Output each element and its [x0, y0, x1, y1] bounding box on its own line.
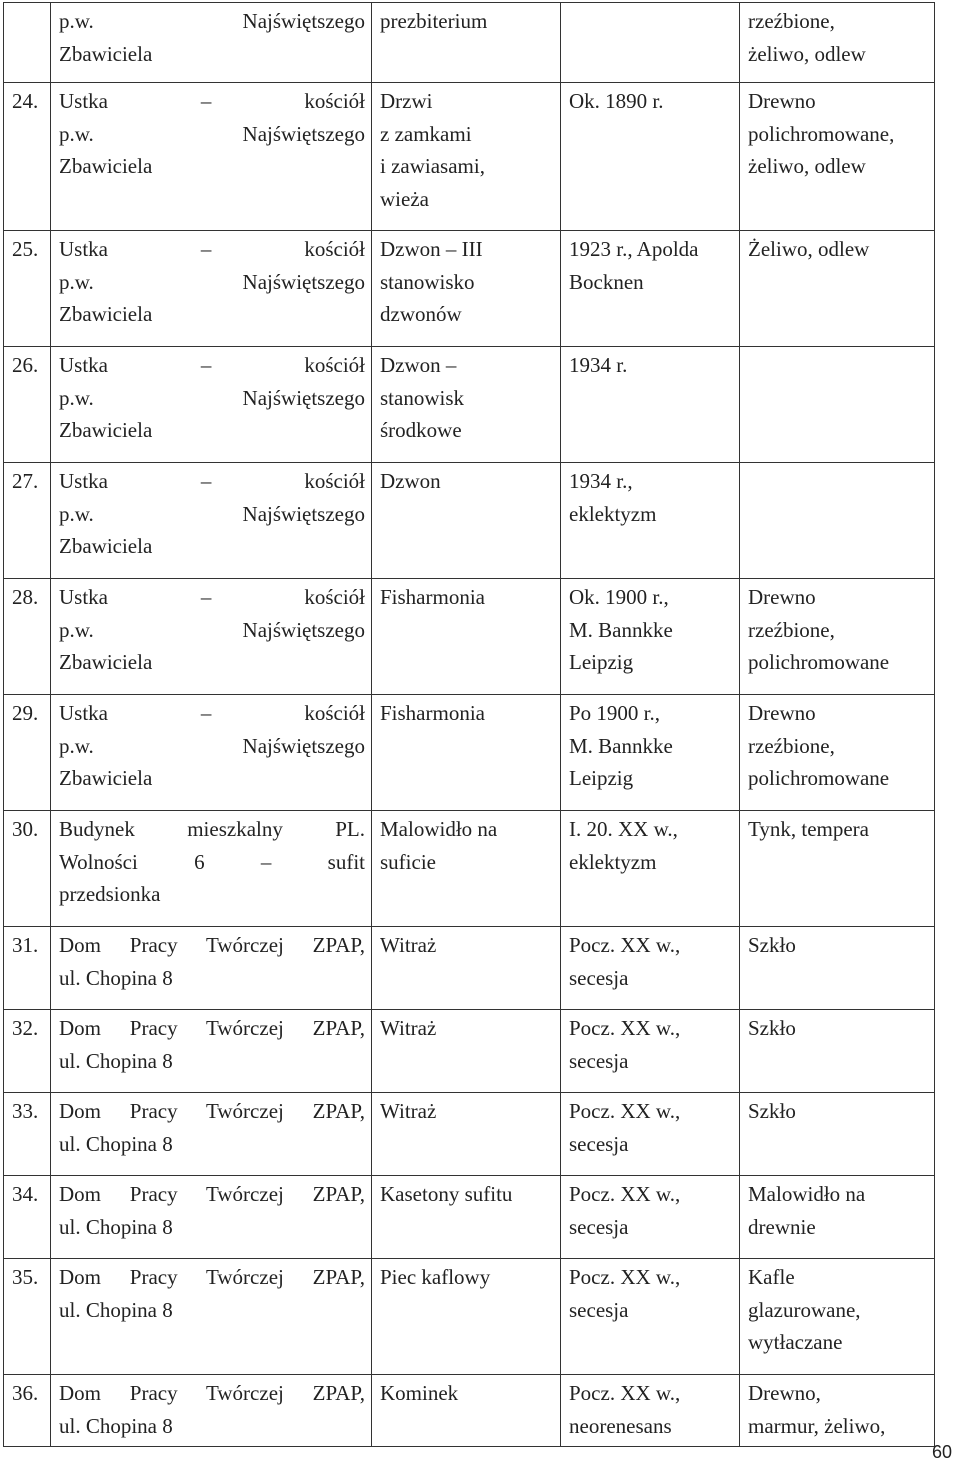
- cell-line: Szkło: [748, 1099, 796, 1123]
- cell-line: 27.: [12, 469, 39, 493]
- cell-line: wieża: [380, 186, 429, 211]
- cell-line: glazurowane,: [748, 1297, 861, 1322]
- cell-line: Pocz. XX w.,: [569, 933, 681, 957]
- cell-line: Malowidło na: [380, 817, 498, 841]
- cell-line: Fisharmonia: [380, 701, 485, 725]
- cell-line: ul. Chopina 8: [59, 1048, 173, 1073]
- cell-line: Pocz. XX w.,: [569, 1265, 681, 1289]
- cell-line: prezbiterium: [380, 9, 488, 33]
- cell-line: Żeliwo, odlew: [748, 237, 870, 261]
- location-cell: [51, 463, 372, 579]
- cell-line: Dzwon –: [380, 353, 457, 377]
- material-cell: [740, 927, 935, 1010]
- row-number-cell: [4, 231, 51, 347]
- row-number-cell: [4, 347, 51, 463]
- location-cell: [51, 1010, 372, 1093]
- table-row: [4, 811, 935, 927]
- cell-line: Dzwon: [380, 469, 441, 493]
- cell-line: Dom Pracy Twórczej ZPAP,: [59, 933, 365, 957]
- row-number-cell: [4, 3, 51, 83]
- cell-line: ul. Chopina 8: [59, 965, 173, 990]
- material-cell: [740, 579, 935, 695]
- cell-line: Po 1900 r.,: [569, 701, 661, 725]
- object-cell: [372, 3, 561, 83]
- cell-line: Tynk, tempera: [748, 817, 869, 841]
- location-cell: [51, 3, 372, 83]
- cell-line: z zamkami: [380, 121, 472, 146]
- row-number-cell: [4, 83, 51, 231]
- location-cell: [51, 579, 372, 695]
- cell-line: eklektyzm: [569, 849, 657, 874]
- cell-line: stanowisko: [380, 269, 475, 294]
- table-row: [4, 579, 935, 695]
- cell-line: ul. Chopina 8: [59, 1131, 173, 1156]
- table-row: [4, 1375, 935, 1447]
- cell-line: Pocz. XX w.,: [569, 1099, 681, 1123]
- cell-line: Ustka – kościół: [59, 353, 365, 377]
- material-cell: [740, 347, 935, 463]
- row-number-cell: [4, 811, 51, 927]
- location-cell: [51, 1176, 372, 1259]
- cell-line: 1923 r., Apolda: [569, 237, 699, 261]
- cell-line: Szkło: [748, 933, 796, 957]
- object-cell: [372, 1259, 561, 1375]
- cell-line: Kafle: [748, 1265, 795, 1289]
- cell-line: I. 20. XX w.,: [569, 817, 678, 841]
- cell-line: p.w. Najświętszego: [59, 121, 365, 146]
- cell-line: Bocknen: [569, 269, 644, 294]
- cell-line: Wolności 6 – sufit: [59, 849, 365, 874]
- cell-line: Ok. 1890 r.: [569, 89, 664, 113]
- cell-line: Drewno: [748, 89, 816, 113]
- cell-line: przedsionka: [59, 882, 161, 906]
- cell-line: 32.: [12, 1016, 39, 1040]
- table-row: [4, 1093, 935, 1176]
- cell-line: p.w. Najświętszego: [59, 385, 365, 410]
- cell-line: 1934 r.: [569, 353, 628, 377]
- dating-cell: [561, 927, 740, 1010]
- dating-cell: [561, 1093, 740, 1176]
- location-cell: [51, 811, 372, 927]
- cell-line: Drzwi: [380, 89, 433, 113]
- row-number-cell: [4, 1010, 51, 1093]
- dating-cell: [561, 83, 740, 231]
- cell-line: Zbawiciela: [59, 418, 153, 442]
- object-cell: [372, 347, 561, 463]
- material-cell: [740, 3, 935, 83]
- row-number-cell: [4, 1093, 51, 1176]
- cell-line: rzeźbione,: [748, 9, 835, 33]
- dating-cell: [561, 3, 740, 83]
- dating-cell: [561, 347, 740, 463]
- cell-line: rzeźbione,: [748, 617, 835, 642]
- row-number-cell: [4, 579, 51, 695]
- object-cell: [372, 1375, 561, 1447]
- object-cell: [372, 463, 561, 579]
- table-row: [4, 927, 935, 1010]
- cell-line: p.w. Najświętszego: [59, 501, 365, 526]
- row-number-cell: [4, 695, 51, 811]
- cell-line: secesja: [569, 1131, 629, 1156]
- location-cell: [51, 83, 372, 231]
- material-cell: [740, 695, 935, 811]
- dating-cell: [561, 579, 740, 695]
- cell-line: 24.: [12, 89, 39, 113]
- material-cell: [740, 231, 935, 347]
- cell-line: Pocz. XX w.,: [569, 1016, 681, 1040]
- cell-line: polichromowane: [748, 650, 890, 674]
- cell-line: 26.: [12, 353, 39, 377]
- location-cell: [51, 1093, 372, 1176]
- table-row: [4, 1176, 935, 1259]
- object-cell: [372, 231, 561, 347]
- cell-line: p.w. Najświętszego: [59, 9, 365, 33]
- cell-line: Dom Pracy Twórczej ZPAP,: [59, 1016, 365, 1040]
- cell-line: Kominek: [380, 1381, 459, 1405]
- cell-line: M. Bannkke: [569, 733, 673, 758]
- cell-line: Zbawiciela: [59, 154, 153, 178]
- location-cell: [51, 927, 372, 1010]
- cell-line: ul. Chopina 8: [59, 1214, 173, 1239]
- table-row: [4, 347, 935, 463]
- cell-line: secesja: [569, 1048, 629, 1073]
- cell-line: 31.: [12, 933, 39, 957]
- cell-line: Witraż: [380, 1016, 437, 1040]
- cell-line: wytłaczane: [748, 1330, 843, 1354]
- cell-line: żeliwo, odlew: [748, 41, 866, 66]
- dating-cell: [561, 695, 740, 811]
- cell-line: Fisharmonia: [380, 585, 485, 609]
- cell-line: polichromowane: [748, 766, 890, 790]
- cell-line: Zbawiciela: [59, 302, 153, 326]
- cell-line: secesja: [569, 965, 629, 990]
- material-cell: [740, 1010, 935, 1093]
- row-number-cell: [4, 463, 51, 579]
- cell-line: Dzwon – III: [380, 237, 483, 261]
- cell-line: Szkło: [748, 1016, 796, 1040]
- object-cell: [372, 83, 561, 231]
- cell-line: 33.: [12, 1099, 39, 1123]
- object-cell: [372, 927, 561, 1010]
- cell-line: neorenesans: [569, 1413, 672, 1438]
- cell-line: secesja: [569, 1214, 629, 1239]
- cell-line: Dom Pracy Twórczej ZPAP,: [59, 1099, 365, 1123]
- cell-line: i zawiasami,: [380, 154, 485, 178]
- inventory-table-body: [4, 3, 935, 1447]
- dating-cell: [561, 1259, 740, 1375]
- cell-line: ul. Chopina 8: [59, 1413, 173, 1438]
- material-cell: [740, 463, 935, 579]
- inventory-table: [3, 2, 935, 1447]
- cell-line: 25.: [12, 237, 39, 261]
- location-cell: [51, 695, 372, 811]
- row-number-cell: [4, 1176, 51, 1259]
- cell-line: Ok. 1900 r.,: [569, 585, 669, 609]
- cell-line: drewnie: [748, 1214, 816, 1239]
- cell-line: Zbawiciela: [59, 650, 153, 674]
- table-row: [4, 231, 935, 347]
- cell-line: Dom Pracy Twórczej ZPAP,: [59, 1182, 365, 1206]
- cell-line: dzwonów: [380, 302, 462, 326]
- object-cell: [372, 1010, 561, 1093]
- table-row: [4, 1010, 935, 1093]
- row-number-cell: [4, 1259, 51, 1375]
- object-cell: [372, 1176, 561, 1259]
- cell-line: secesja: [569, 1297, 629, 1322]
- cell-line: Kasetony sufitu: [380, 1182, 513, 1206]
- table-row: [4, 1259, 935, 1375]
- table-row: [4, 3, 935, 83]
- cell-line: 30.: [12, 817, 39, 841]
- cell-line: stanowisk: [380, 385, 464, 410]
- material-cell: [740, 1176, 935, 1259]
- table-row: [4, 695, 935, 811]
- material-cell: [740, 83, 935, 231]
- cell-line: eklektyzm: [569, 501, 657, 526]
- dating-cell: [561, 1375, 740, 1447]
- cell-line: Zbawiciela: [59, 41, 153, 66]
- cell-line: Zbawiciela: [59, 766, 153, 790]
- cell-line: M. Bannkke: [569, 617, 673, 642]
- cell-line: Dom Pracy Twórczej ZPAP,: [59, 1381, 365, 1405]
- cell-line: Leipzig: [569, 766, 634, 790]
- object-cell: [372, 811, 561, 927]
- material-cell: [740, 1259, 935, 1375]
- cell-line: Piec kaflowy: [380, 1265, 491, 1289]
- cell-line: Ustka – kościół: [59, 701, 365, 725]
- cell-line: ul. Chopina 8: [59, 1297, 173, 1322]
- cell-line: p.w. Najświętszego: [59, 617, 365, 642]
- cell-line: 36.: [12, 1381, 39, 1405]
- location-cell: [51, 1259, 372, 1375]
- cell-line: suficie: [380, 849, 436, 874]
- cell-line: Ustka – kościół: [59, 469, 365, 493]
- location-cell: [51, 1375, 372, 1447]
- cell-line: p.w. Najświętszego: [59, 733, 365, 758]
- cell-line: rzeźbione,: [748, 733, 835, 758]
- cell-line: Leipzig: [569, 650, 634, 674]
- cell-line: Ustka – kościół: [59, 89, 365, 113]
- cell-line: marmur, żeliwo,: [748, 1413, 886, 1438]
- row-number-cell: [4, 927, 51, 1010]
- cell-line: Pocz. XX w.,: [569, 1381, 681, 1405]
- cell-line: p.w. Najświętszego: [59, 269, 365, 294]
- cell-line: Budynek mieszkalny PL.: [59, 817, 365, 841]
- dating-cell: [561, 1010, 740, 1093]
- cell-line: Drewno: [748, 585, 816, 609]
- cell-line: żeliwo, odlew: [748, 154, 866, 178]
- material-cell: [740, 811, 935, 927]
- row-number-cell: [4, 1375, 51, 1447]
- dating-cell: [561, 1176, 740, 1259]
- dating-cell: [561, 231, 740, 347]
- cell-line: 28.: [12, 585, 39, 609]
- cell-line: środkowe: [380, 418, 462, 442]
- cell-line: Ustka – kościół: [59, 585, 365, 609]
- cell-line: Dom Pracy Twórczej ZPAP,: [59, 1265, 365, 1289]
- cell-line: polichromowane,: [748, 121, 895, 146]
- cell-line: Zbawiciela: [59, 534, 153, 558]
- cell-line: Malowidło na: [748, 1182, 866, 1206]
- location-cell: [51, 231, 372, 347]
- object-cell: [372, 1093, 561, 1176]
- cell-line: Drewno,: [748, 1381, 821, 1405]
- cell-line: 29.: [12, 701, 39, 725]
- page-number: 60: [931, 1442, 952, 1462]
- object-cell: [372, 695, 561, 811]
- cell-line: 35.: [12, 1265, 39, 1289]
- cell-line: Pocz. XX w.,: [569, 1182, 681, 1206]
- object-cell: [372, 579, 561, 695]
- cell-line: Ustka – kościół: [59, 237, 365, 261]
- cell-line: Witraż: [380, 1099, 437, 1123]
- material-cell: [740, 1375, 935, 1447]
- table-row: [4, 463, 935, 579]
- cell-line: Drewno: [748, 701, 816, 725]
- table-row: [4, 83, 935, 231]
- cell-line: 34.: [12, 1182, 39, 1206]
- location-cell: [51, 347, 372, 463]
- dating-cell: [561, 463, 740, 579]
- cell-line: 1934 r.,: [569, 469, 633, 493]
- material-cell: [740, 1093, 935, 1176]
- dating-cell: [561, 811, 740, 927]
- cell-line: Witraż: [380, 933, 437, 957]
